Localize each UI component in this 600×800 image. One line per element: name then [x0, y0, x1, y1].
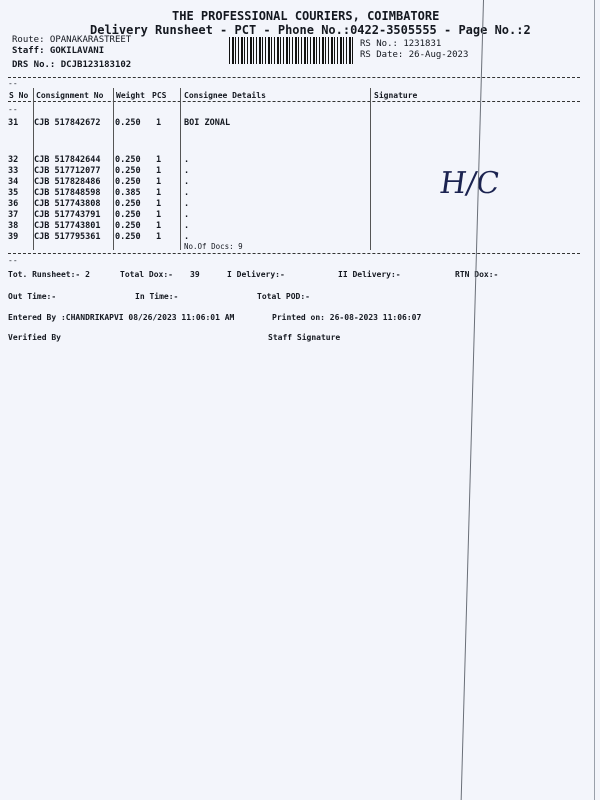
verified-by-label: Verified By: [8, 333, 61, 342]
column-header: Consignment No: [36, 91, 104, 100]
consignment-number: CJB 517712077: [34, 166, 101, 176]
rtn-dox-label: RTN Dox:-: [455, 270, 499, 279]
serial-number: 38: [8, 221, 19, 231]
consignment-number: CJB 517743808: [34, 199, 101, 209]
serial-number: 35: [8, 188, 19, 198]
no-of-docs: No.Of Docs: 9: [184, 242, 243, 251]
column-header: PCS: [152, 91, 167, 100]
pieces-value: 1: [156, 155, 162, 165]
consignee-details: .: [184, 188, 190, 198]
table-top-rule: [8, 77, 580, 78]
printed-on: Printed on: 26-08-2023 11:06:07: [272, 313, 422, 322]
pieces-value: 1: [156, 177, 162, 187]
weight-value: 0.250: [115, 118, 141, 128]
drs-number: DRS No.: DCJB123183102: [12, 60, 132, 70]
scan-fold-line: [461, 0, 484, 800]
consignment-number: CJB 517842644: [34, 155, 101, 165]
consignee-details: .: [184, 177, 190, 187]
pieces-value: 1: [156, 210, 162, 220]
column-header: Weight: [116, 91, 145, 100]
total-dox-value: 39: [190, 270, 200, 279]
consignee-details: .: [184, 232, 190, 242]
consignment-number: CJB 517743801: [34, 221, 101, 231]
pieces-value: 1: [156, 221, 162, 231]
consignment-number: CJB 517795361: [34, 232, 101, 242]
weight-value: 0.250: [115, 166, 141, 176]
staff-label: Staff: GOKILAVANI: [12, 46, 105, 56]
weight-value: 0.385: [115, 188, 141, 198]
pieces-value: 1: [156, 232, 162, 242]
weight-value: 0.250: [115, 221, 141, 231]
table-bottom-rule: [8, 253, 580, 254]
barcode-image: [229, 37, 353, 64]
consignment-number: CJB 517848598: [34, 188, 101, 198]
runsheet-title: Delivery Runsheet - PCT - Phone No.:0422-3505555 - Page No.:2: [90, 23, 531, 37]
total-runsheet: Tot. Runsheet:- 2: [8, 270, 90, 279]
ii-delivery-label: II Delivery:-: [338, 270, 401, 279]
consignment-number: CJB 517828486: [34, 177, 101, 187]
column-header: S No: [9, 91, 29, 100]
handwritten-note: H/C: [437, 166, 502, 201]
scan-edge-line: [594, 0, 595, 800]
serial-number: 39: [8, 232, 19, 242]
consignee-details: .: [184, 166, 190, 176]
column-header: Consignee Details: [184, 91, 266, 100]
table-header-rule: [8, 101, 580, 102]
consignee-details: BOI ZONAL: [184, 118, 231, 128]
staff-signature-label: Staff Signature: [268, 333, 341, 342]
consignee-details: .: [184, 199, 190, 209]
rs-number: RS No.: 1231831: [360, 39, 442, 49]
weight-value: 0.250: [115, 199, 141, 209]
serial-number: 33: [8, 166, 19, 176]
total-dox-label: Total Dox:-: [120, 270, 173, 279]
out-time-label: Out Time:-: [8, 292, 57, 301]
serial-number: 36: [8, 199, 19, 209]
serial-number: 32: [8, 155, 19, 165]
serial-number: 31: [8, 118, 19, 128]
column-header: Signature: [374, 91, 418, 100]
route-label: Route: OPANAKARASTREET: [12, 35, 132, 45]
weight-value: 0.250: [115, 210, 141, 220]
company-title: THE PROFESSIONAL COURIERS, COIMBATORE: [172, 9, 440, 23]
consignment-number: CJB 517743791: [34, 210, 101, 220]
weight-value: 0.250: [115, 177, 141, 187]
pieces-value: 1: [156, 166, 162, 176]
consignment-number: CJB 517842672: [34, 118, 101, 128]
weight-value: 0.250: [115, 155, 141, 165]
i-delivery-label: I Delivery:-: [227, 270, 285, 279]
pieces-value: 1: [156, 188, 162, 198]
pieces-value: 1: [156, 118, 162, 128]
consignee-details: .: [184, 155, 190, 165]
rs-date: RS Date: 26-Aug-2023: [360, 50, 469, 60]
pieces-value: 1: [156, 199, 162, 209]
serial-number: 37: [8, 210, 19, 220]
serial-number: 34: [8, 177, 19, 187]
weight-value: 0.250: [115, 232, 141, 242]
total-pod-label: Total POD:-: [257, 292, 310, 301]
consignee-details: .: [184, 221, 190, 231]
consignee-details: .: [184, 210, 190, 220]
entered-by: Entered By :CHANDRIKAPVI 08/26/2023 11:06:01 AM: [8, 313, 235, 322]
in-time-label: In Time:-: [135, 292, 179, 301]
